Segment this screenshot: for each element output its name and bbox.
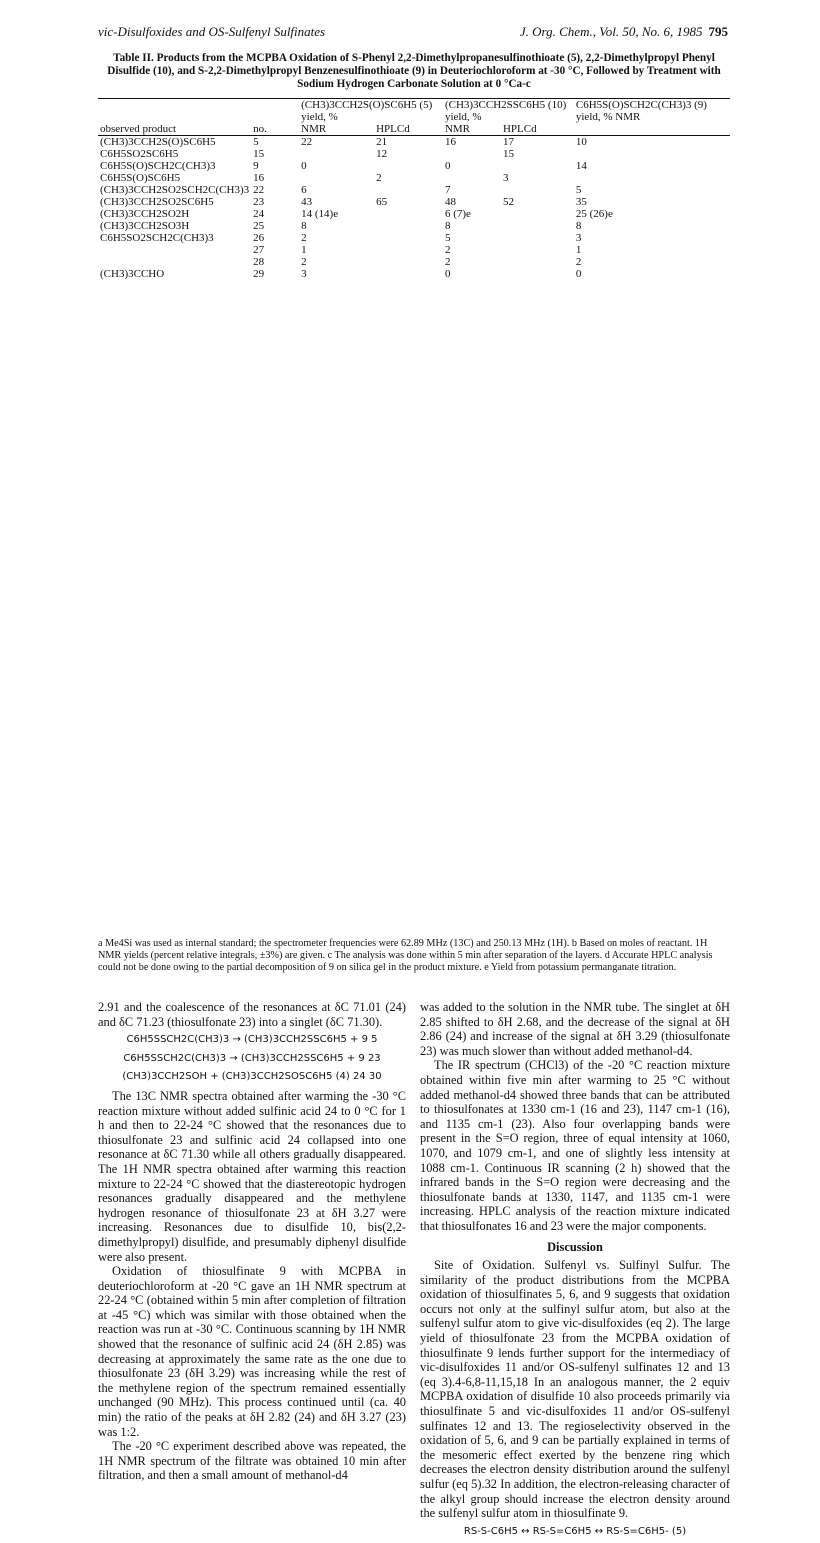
- paragraph: The 13C NMR spectra obtained after warming the -30 °C reaction mixture without added sulfinic acid 24 to 0 °C for 1 h and then to 22-24 °C showed that the resonances due to thiosulfonate 23 and sulfinic acid 24 collapsed into one resonance at δC 71.30 while all others gradually disappeared. The 1H NMR spectra obtained after warming this reaction mixture to 22-24 °C showed that the diastereotopic hydrogen resonances gradually disappeared and the methylene hydrogen resonance of thiosulfonate 23 at δH 3.27 were increasing. Resonances due to disulfide 10, bis(2,2-dimethylpropyl) disulfide, and presumably diphenyl disulfide were also present.: [98, 1088, 406, 1264]
- cell-value: 28: [253, 256, 265, 268]
- cell-value: [574, 172, 730, 184]
- cell-value: 15: [253, 148, 265, 160]
- table-row: [98, 196, 730, 208]
- cell-value: 43: [301, 196, 313, 208]
- cell-value: 2: [575, 256, 582, 268]
- cell-product: C6H5SO2SC6H5: [100, 148, 179, 160]
- cell-value: [501, 244, 574, 256]
- table-row: [98, 160, 730, 172]
- table-row: [98, 232, 730, 244]
- cell-value: 14 (14)e: [301, 208, 339, 220]
- cell-value: [501, 220, 574, 232]
- cell-value: 2: [444, 256, 451, 268]
- table-row: [98, 256, 730, 268]
- cell-product: (CH3)3CCH2SO3H: [100, 220, 190, 232]
- cell-value: 27: [253, 244, 265, 256]
- group-header-5: (CH3)3CCH2S(O)SC6H5 (5) yield, %: [301, 99, 433, 123]
- cell-product: (CH3)3CCH2SO2SC6H5: [100, 196, 214, 208]
- table-row: [98, 208, 730, 220]
- cell-value: [501, 184, 574, 196]
- col-no: no.: [253, 123, 267, 135]
- cell-value: 0: [575, 268, 582, 280]
- cell-value: 5: [575, 184, 582, 196]
- cell-value: 16: [253, 172, 265, 184]
- cell-value: [501, 268, 574, 280]
- cell-value: 2: [376, 172, 382, 184]
- cell-value: 22: [301, 136, 313, 148]
- cell-value: 1: [575, 244, 582, 256]
- cell-value: 2: [301, 232, 307, 244]
- cell-value: 6: [301, 184, 307, 196]
- cell-value: [501, 208, 574, 220]
- results-table: [98, 98, 730, 280]
- cell-value: 0: [444, 268, 451, 280]
- cell-product: [98, 256, 251, 268]
- cell-value: [299, 172, 374, 184]
- cell-value: 5: [444, 232, 451, 244]
- cell-product: (CH3)3CCH2SO2H: [100, 208, 190, 220]
- cell-value: [374, 256, 443, 268]
- cell-value: [501, 232, 574, 244]
- cell-value: 3: [301, 268, 307, 280]
- cell-value: [374, 268, 443, 280]
- table-caption: Table II. Products from the MCPBA Oxidation of S-Phenyl 2,2-Dimethylpropanesulfinothioate (5), 2,2-Dimethylpropyl Phenyl Disulfide (10), and S-2,2-Dimethylpropyl Benzenesulfinothioate (9) in Deuteriochloroform at -30 °C, Followed by Treatment with Sodium Hydrogen Carbonate Solution at 0 °Ca-c: [107, 52, 721, 90]
- cell-value: 12: [376, 148, 388, 160]
- table-row: [98, 184, 730, 196]
- table-row: [98, 220, 730, 232]
- paragraph: Site of Oxidation. Sulfenyl vs. Sulfinyl Sulfur. The similarity of the product distributions from the MCPBA oxidation of thiosulfinates 5, 6, and 9 suggests that oxidation occurs not only at the sulfinyl sulfur atom, but also at the sulfenyl sulfur atom to give vic-disulfoxides (eq 2). The large yield of thiosulfonate 23 from the MCPBA oxidation of thiosulfinate 9 lends further support for the intermediacy of vic-disulfoxides 11 and/or OS-sulfenyl sulfinates 12 and 13 (eq 3).4-6,8-11,15,18 In an analogous manner, the 2 equiv MCPBA oxidation of disulfide 10 also proceeds primarily via thiosulfinate 5 and vic-disulfoxides 11 and/or OS-sulfenyl sulfinates 12 and 13. The regioselectivity observed in the oxidation of 5, 6, and 9 can be partially explained in terms of the mesomeric effect exerted by the benzene ring which decreases the electron density distribution around the sulfenyl sulfur (eq 5).32 In addition, the electron-releasing character of the alkyl group should increase the electron density around the sulfenyl sulfur atom in thiosulfinate 9.: [420, 1258, 730, 1521]
- cell-value: 6 (7)e: [444, 208, 471, 220]
- cell-value: 26: [253, 232, 265, 244]
- cell-product: (CH3)3CCH2S(O)SC6H5: [100, 136, 216, 148]
- cell-value: 48: [444, 196, 456, 208]
- col-hplc: HPLCd: [502, 123, 537, 135]
- col-nmr: NMR: [301, 123, 327, 135]
- col-hplc: HPLCd: [376, 123, 410, 135]
- cell-product: (CH3)3CCHO: [100, 268, 165, 280]
- cell-value: 25 (26)e: [575, 208, 613, 220]
- cell-product: C6H5S(O)SCH2C(CH3)3: [100, 160, 216, 172]
- table-row: [98, 244, 730, 256]
- cell-value: 14: [575, 160, 587, 172]
- cell-value: 52: [502, 196, 514, 208]
- cell-value: 3: [502, 172, 509, 184]
- page-number: 795: [708, 24, 728, 39]
- cell-value: 9: [253, 160, 259, 172]
- equation: C6H5SSCH2C(CH3)3 → (CH3)3CCH2SSC6H5 + 9 5: [126, 1034, 378, 1046]
- cell-value: [374, 220, 443, 232]
- cell-value: 21: [376, 136, 388, 148]
- cell-value: 0: [444, 160, 451, 172]
- header-right: J. Org. Chem., Vol. 50, No. 6, 1985 795: [519, 24, 728, 39]
- cell-value: 0: [301, 160, 307, 172]
- cell-value: [374, 184, 443, 196]
- cell-value: [574, 148, 730, 160]
- cell-value: 16: [444, 136, 456, 148]
- cell-value: 65: [376, 196, 388, 208]
- table-row: [98, 148, 730, 160]
- group-header-10: (CH3)3CCH2SSC6H5 (10) yield, %: [444, 99, 567, 123]
- cell-value: 17: [502, 136, 514, 148]
- table-row: [98, 172, 730, 184]
- cell-value: 35: [575, 196, 587, 208]
- cell-value: 29: [253, 268, 265, 280]
- cell-value: 8: [301, 220, 307, 232]
- cell-value: [501, 160, 574, 172]
- cell-value: [374, 160, 443, 172]
- cell-value: [374, 244, 443, 256]
- cell-value: 10: [575, 136, 587, 148]
- equation: RS-S-C6H5 ↔ RS-S=C6H5 ↔ RS-S=C6H5- (5): [463, 1525, 687, 1537]
- paragraph: 2.91 and the coalescence of the resonances at δC 71.01 (24) and δC 71.23 (thiosulfonate 23) into a singlet (δC 71.30).: [98, 1000, 406, 1029]
- cell-value: 22: [253, 184, 265, 196]
- cell-product: C6H5SO2SCH2C(CH3)3: [100, 232, 214, 244]
- header-left: vic-Disulfoxides and OS-Sulfenyl Sulfinates: [98, 24, 326, 39]
- cell-product: [98, 244, 251, 256]
- paragraph: was added to the solution in the NMR tube. The singlet at δH 2.85 shifted to δH 2.68, and the decrease of the signal at δH 2.86 (24) and increase of the signal at δH 3.29 (thiosulfonate 23) was much slower than without added methanol-d4.: [420, 1000, 730, 1058]
- cell-value: 15: [502, 148, 514, 160]
- cell-value: 24: [253, 208, 265, 220]
- cell-value: 7: [444, 184, 451, 196]
- group-header-9: C6H5S(O)SCH2C(CH3)3 (9) yield, % NMR: [575, 99, 707, 123]
- paragraph: The IR spectrum (CHCl3) of the -20 °C reaction mixture obtained within five min after warming to 25 °C without added methanol-d4 showed three bands that can be attributed to thiosulfonates at 1330 cm-1 (16 and 23), 1147 cm-1 (16), and 1135 cm-1 (23). Also four overlapping bands were present in the S=O region, three of equal intensity at 1060, 1070, and 1079 cm-1, and one of slightly less intensity at 1088 cm-1. Continuous IR scanning (2 h) showed that the infrared bands in the S=O region were decreasing and the thiosulfonate bands at 1330, 1147, and 1135 cm-1 were increasing. HPLC analysis of the reaction mixture indicated that thiosulfonates 16 and 23 were the major components.: [420, 1058, 730, 1233]
- cell-value: [374, 208, 443, 220]
- table-row: [98, 268, 730, 280]
- cell-value: [443, 172, 501, 184]
- cell-value: [443, 148, 501, 160]
- running-header: [98, 24, 728, 40]
- cell-value: 2: [301, 256, 307, 268]
- cell-product: (CH3)3CCH2SO2SCH2C(CH3)3: [100, 184, 250, 196]
- cell-value: [299, 148, 374, 160]
- col-nmr: NMR: [444, 123, 470, 135]
- equation: C6H5SSCH2C(CH3)3 → (CH3)3CCH2SSC6H5 + 9 23: [123, 1052, 381, 1064]
- paragraph: The -20 °C experiment described above was repeated, the 1H NMR spectrum of the filtrate was obtained 10 min after filtration, and then a small amount of methanol-d4: [98, 1439, 406, 1483]
- cell-value: [501, 256, 574, 268]
- left-column: [98, 1000, 406, 1483]
- cell-value: 2: [444, 244, 451, 256]
- cell-value: 8: [575, 220, 582, 232]
- cell-value: [374, 232, 443, 244]
- cell-product: C6H5S(O)SC6H5: [100, 172, 181, 184]
- cell-value: 3: [575, 232, 582, 244]
- table-footnote: a Me4Si was used as internal standard; the spectrometer frequencies were 62.89 MHz (13C) and 250.13 MHz (1H). b Based on moles of reactant. 1H NMR yields (percent relative integrals, ±3%) are given. c The analysis was done within 5 min after separation of the layers. d Accurate HPLC analysis could not be done owing to the partial decomposition of 9 on silica gel in the product mixture. e Yield from potassium permanganate titration.: [98, 938, 713, 973]
- cell-value: 8: [444, 220, 451, 232]
- cell-value: 23: [253, 196, 265, 208]
- paragraph: Oxidation of thiosulfinate 9 with MCPBA in deuteriochloroform at -20 °C gave an 1H NMR spectrum at 22-24 °C (obtained within 5 min after completion of filtration at -45 °C) which was similar with those obtained when the reaction was run at -30 °C. Continuous scanning by 1H NMR showed that the resonance of sulfinic acid 24 (δH 2.85) was decreasing at approximately the same rate as the one due to thiosulfonate 23 (δH 3.29) was increasing while the rest of the methylene region of the spectrum remained essentially unchanged (90 MHz). This process continued until (ca. 40 min) the ratio of the peaks at δH 2.82 (24) and δH 3.27 (23) was 1:2.: [98, 1264, 406, 1439]
- cell-value: 1: [301, 244, 307, 256]
- right-column: [420, 1000, 730, 1543]
- section-heading: Discussion: [547, 1239, 603, 1254]
- table-row: [98, 136, 730, 149]
- col-product: observed product: [100, 123, 177, 135]
- cell-value: 25: [253, 220, 265, 232]
- cell-value: 5: [253, 136, 259, 148]
- equation: (CH3)3CCH2SOH + (CH3)3CCH2SOSC6H5 (4) 24 30: [122, 1071, 382, 1083]
